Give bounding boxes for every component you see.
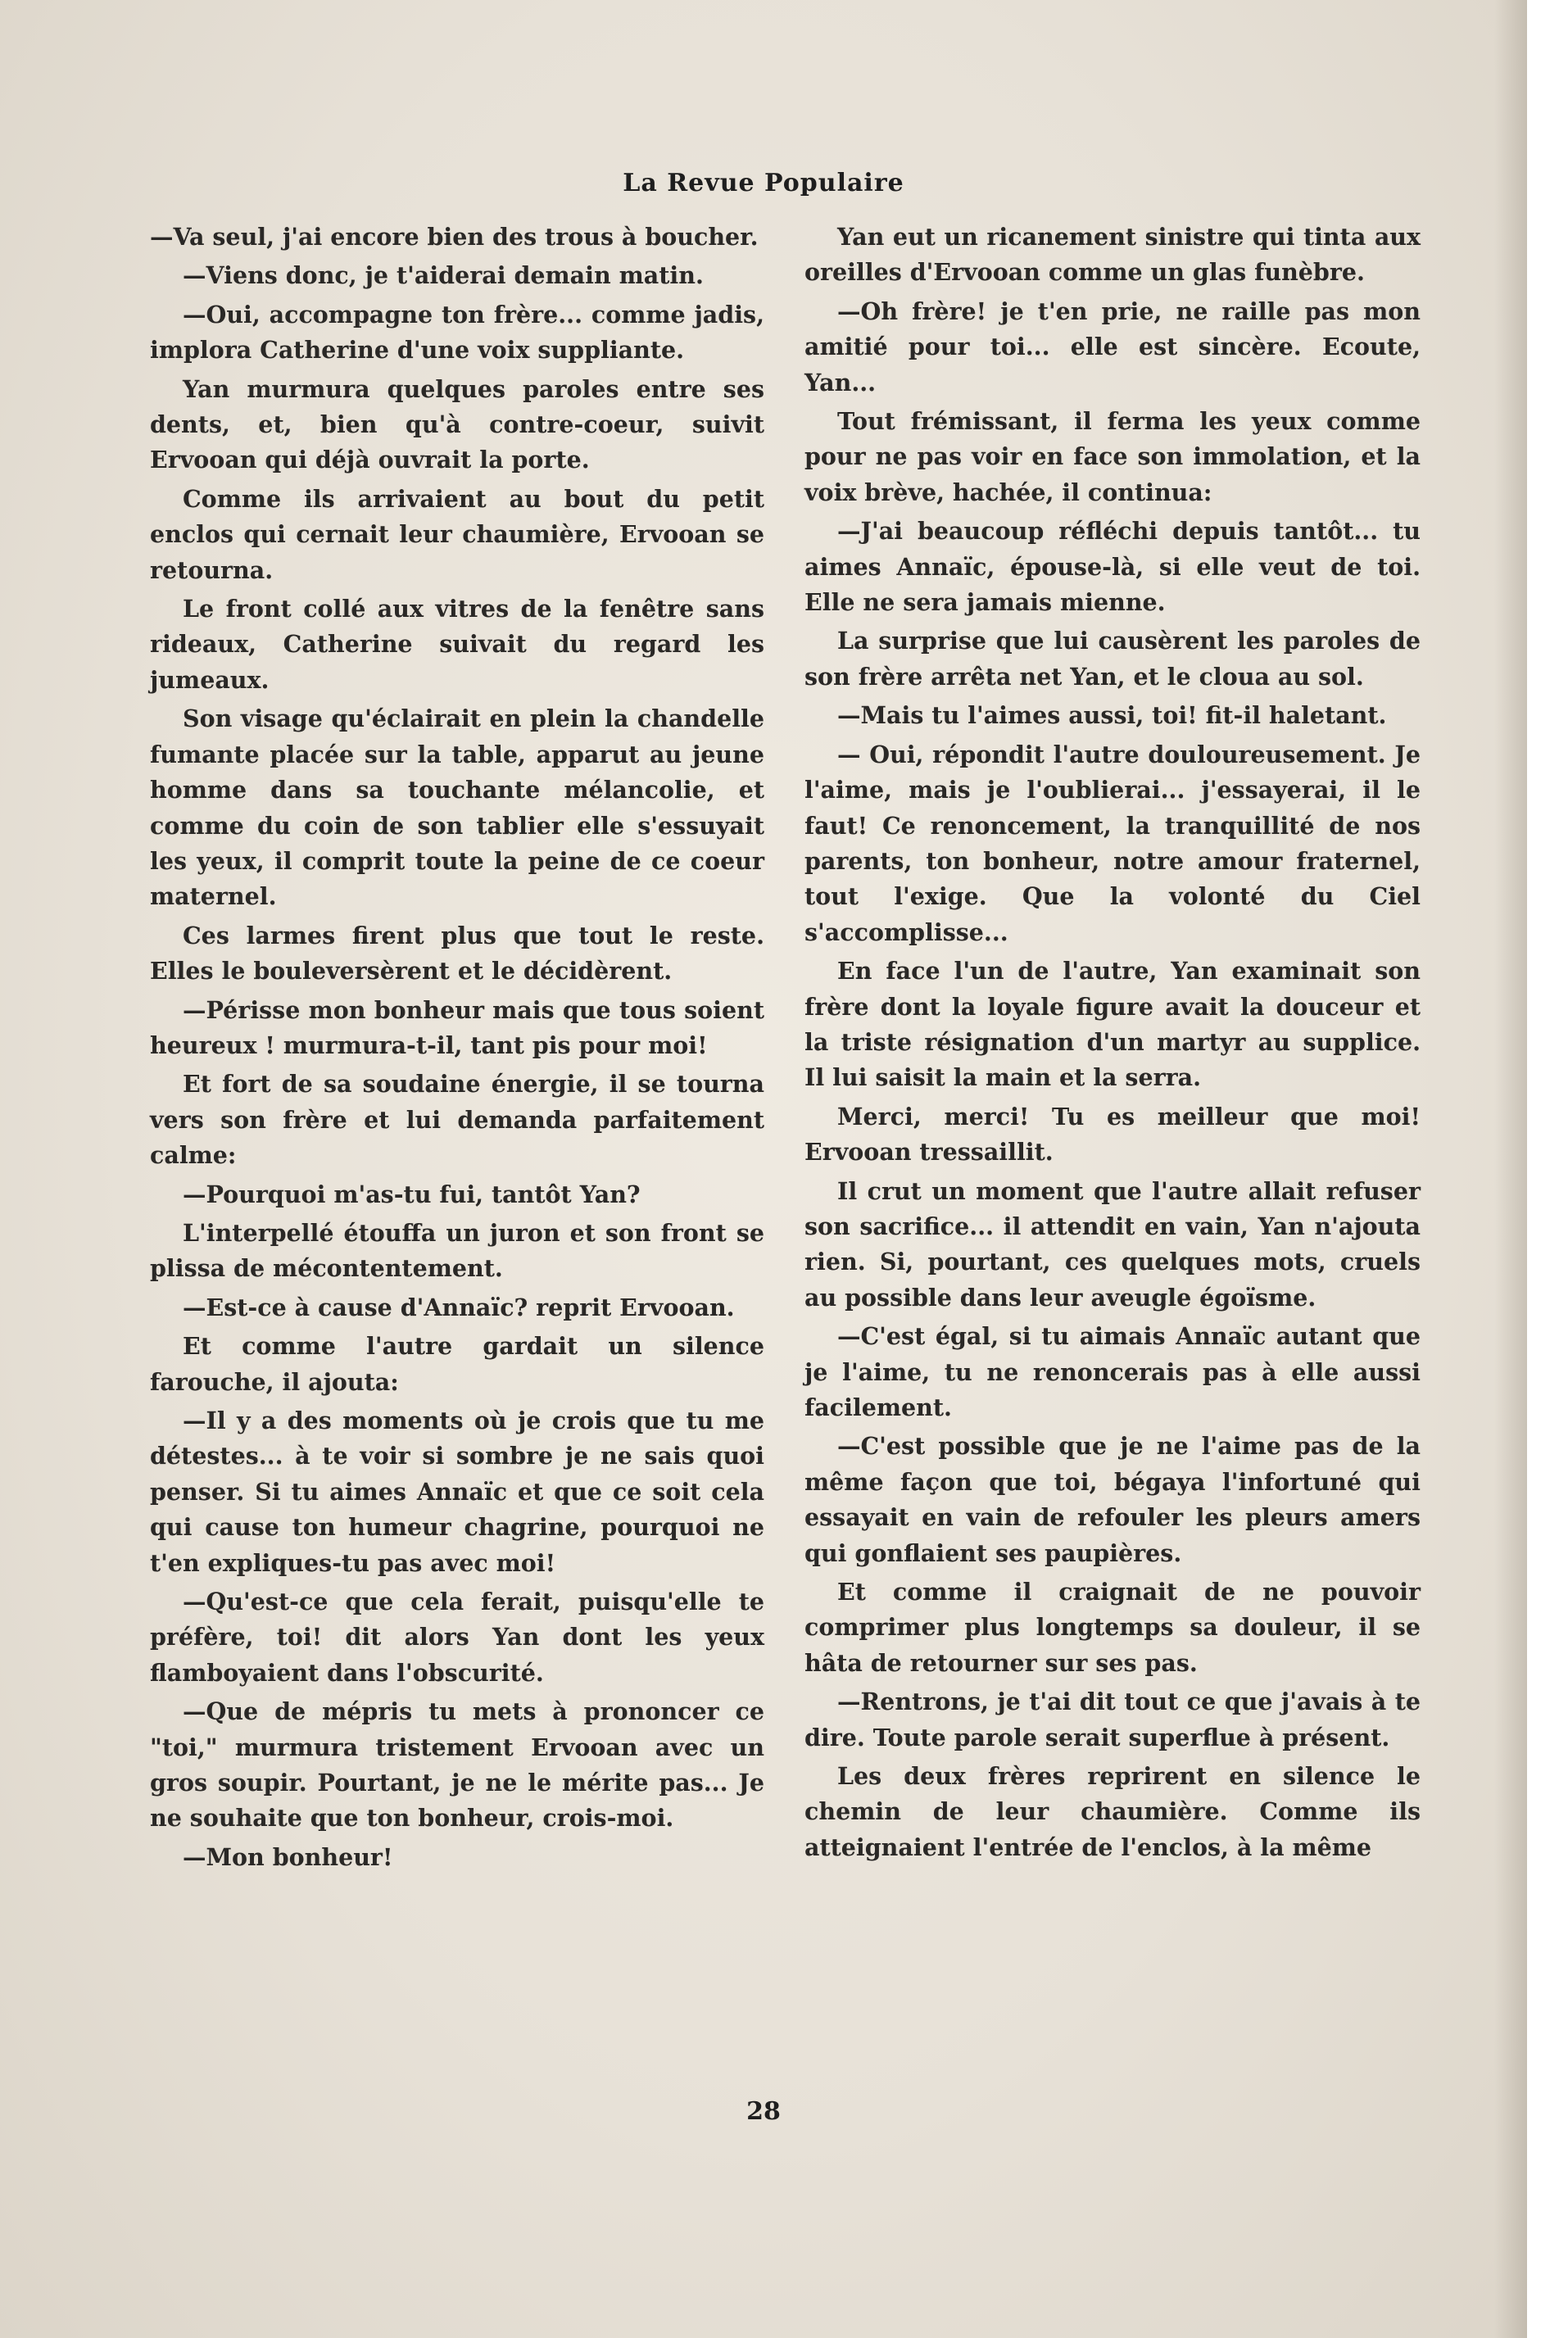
paragraph: —Mais tu l'aimes aussi, toi! fit-il haletant.	[837, 701, 1387, 730]
paragraph: —C'est possible que je ne l'aime pas de la même façon que toi, bégaya l'infortuné qui essayait en vain de refouler les pleurs amers qui gonflaient ses paupières.	[804, 1432, 1421, 1567]
paragraph: Et comme il craignait de ne pouvoir comprimer plus longtemps sa douleur, il se hâta de retourner sur ses pas.	[804, 1578, 1421, 1677]
paragraph: —J'ai beaucoup réfléchi depuis tantôt... tu aimes Annaïc, épouse-là, si elle veut de toi. Elle ne sera jamais mienne.	[804, 517, 1421, 617]
paragraph: —Périsse mon bonheur mais que tous soient heureux ! murmura-t-il, tant pis pour moi!	[150, 995, 764, 1059]
paragraph: Et fort de sa soudaine énergie, il se tourna vers son frère et lui demanda parfaitement calme:	[150, 1070, 764, 1170]
paragraph: Yan murmura quelques paroles entre ses dents, et, bien qu'à contre-coeur, suivit Ervooan qui déjà ouvrait la porte.	[150, 374, 764, 474]
paragraph: —Que de mépris tu mets à prononcer ce "toi," murmura tristement Ervooan avec un gros soupir. Pourtant, je ne le mérite pas... Je ne souhaite que ton bonheur, crois-moi.	[150, 1697, 764, 1833]
page-edge-shadow	[1494, 0, 1527, 2338]
paragraph: En face l'un de l'autre, Yan examinait son frère dont la loyale figure avait la douceur et la triste résignation d'un martyr au supplice. Il lui saisit la main et la serra.	[804, 957, 1421, 1092]
paragraph: La surprise que lui causèrent les paroles de son frère arrêta net Yan, et le cloua au sol.	[804, 627, 1421, 691]
paragraph: —Rentrons, je t'ai dit tout ce que j'avais à te dire. Toute parole serait superflue à présent.	[804, 1688, 1421, 1751]
paragraph: —Mon bonheur!	[183, 1842, 393, 1871]
paragraph: —Est-ce à cause d'Annaïc? reprit Ervooan.	[183, 1293, 735, 1321]
paragraph: Et comme l'autre gardait un silence farouche, il ajouta:	[150, 1332, 764, 1396]
paragraph: —Pourquoi m'as-tu fui, tantôt Yan?	[183, 1180, 641, 1208]
paragraph: —Oui, accompagne ton frère... comme jadis, implora Catherine d'une voix suppliante.	[150, 300, 764, 365]
paragraph: —Oh frère! je t'en prie, ne raille pas mon amitié pour toi... elle est sincère. Ecoute, Yan...	[804, 297, 1421, 396]
paragraph: Comme ils arrivaient au bout du petit enclos qui cernait leur chaumière, Ervooan se retourna.	[150, 484, 764, 584]
paragraph: —Viens donc, je t'aiderai demain matin.	[183, 261, 704, 290]
paragraph: Son visage qu'éclairait en plein la chandelle fumante placée sur la table, apparut au jeune homme dans sa touchante mélancolie, et comme du coin de son tablier elle s'essuyait les yeux, il comprit toute la peine de ce coeur maternel.	[150, 705, 764, 911]
right-column	[804, 220, 1421, 1869]
paragraph: Ces larmes firent plus que tout le reste. Elles le bouleversèrent et le décidèrent.	[150, 921, 764, 985]
paragraph: Tout frémissant, il ferma les yeux comme pour ne pas voir en face son immolation, et la voix brève, hachée, il continua:	[804, 407, 1421, 506]
paragraph: —C'est égal, si tu aimais Annaïc autant que je l'aime, tu ne renoncerais pas à elle aussi facilement.	[804, 1322, 1421, 1421]
paragraph: Les deux frères reprirent en silence le chemin de leur chaumière. Comme ils atteignaient l'entrée de l'enclos, à la même	[804, 1762, 1421, 1861]
paragraph: Le front collé aux vitres de la fenêtre sans rideaux, Catherine suivait du regard les jumeaux.	[150, 595, 764, 694]
paragraph: —Va seul, j'ai encore bien des trous à boucher.	[150, 223, 759, 251]
paragraph: Yan eut un ricanement sinistre qui tinta aux oreilles d'Ervooan comme un glas funèbre.	[804, 223, 1421, 287]
paragraph: Il crut un moment que l'autre allait refuser son sacrifice... il attendit en vain, Yan n'ajouta rien. Si, pourtant, ces quelques mots, cruels au possible dans leur aveugle égoïsme.	[804, 1176, 1421, 1312]
paragraph: Merci, merci! Tu es meilleur que moi! Ervooan tressaillit.	[804, 1102, 1421, 1167]
paragraph: —Qu'est-ce que cela ferait, puisqu'elle te préfère, toi! dit alors Yan dont les yeux flamboyaient dans l'obscurité.	[150, 1588, 764, 1687]
page-number: 28	[746, 2097, 781, 2126]
running-header: La Revue Populaire	[623, 169, 904, 197]
paragraph: —Il y a des moments où je crois que tu me détestes... à te voir si sombre je ne sais quoi penser. Si tu aimes Annaïc et que ce soit cela qui cause ton humeur chagrine, pourquoi ne t'en expliques-tu pas avec moi!	[150, 1407, 764, 1577]
left-column	[150, 220, 764, 1878]
paragraph: L'interpellé étouffa un juron et son front se plissa de mécontentement.	[150, 1218, 764, 1283]
paragraph: — Oui, répondit l'autre douloureusement. Je l'aime, mais je l'oublierai... j'essayerai, il le faut! Ce renoncement, la tranquillité de nos parents, ton bonheur, notre amour fraternel, tout l'exige. Que la volonté du Ciel s'accomplisse...	[804, 740, 1421, 946]
